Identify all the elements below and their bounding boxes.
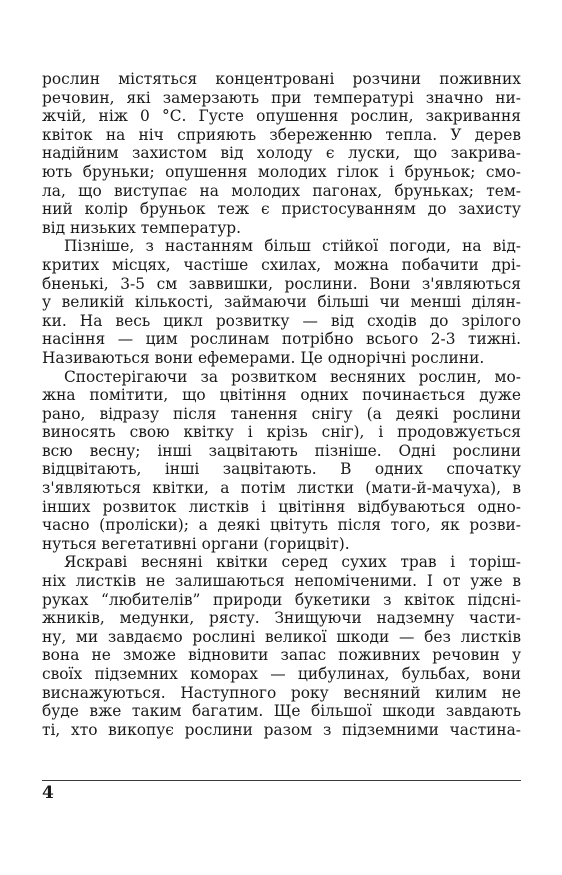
text-line: нуться вегетативні органи (горицвіт). [42,534,350,553]
text-line: жників, медунки, рясту. Знищуючи надземну части- [42,609,521,628]
paragraph-4 [42,553,521,739]
text-line: ніх листків не залишаються непоміченими. І от уже в [42,572,521,591]
text-line: ла, що виступає на молодих пагонах, бруньках; тем- [42,181,521,200]
text-line: своїх підземних коморах — цибулинах, бульбах, вони [42,665,521,683]
text-line: ний колір бруньок теж є пристосуванням до захисту [42,200,521,219]
text-line: виносять свою квітку і крізь сніг), і продовжується [42,423,521,442]
paragraph-1 [42,70,521,237]
text-line: у великій кількості, займаючи більші чи менші ділян- [42,293,521,312]
text-line: рано, відразу після танення снігу (а деякі рослини [42,404,521,423]
paragraph-2 [42,237,521,367]
text-line: від низьких температур. [42,218,241,237]
text-line: надійним захистом від холоду є луски, що закрива- [42,144,521,163]
text-line: Називаються вони ефемерами. Це однорічні рослини. [42,348,485,367]
page-body-text [42,70,521,739]
text-line: виснажуються. Наступного року весняний килим не [42,683,521,702]
footer-divider [42,780,521,781]
text-line: руках “любителів” природи букетики з квіток підсні- [42,590,521,609]
text-line: насіння — цим рослинам потрібно всього 2-3 тижні. [42,330,521,349]
text-line: буде вже таким багатим. Ще більшої шкоди завдають [42,702,521,721]
text-line: часно (проліски); а деякі цвітуть після того, як розви- [42,516,521,535]
text-line: ну, ми завдаємо рослині великої шкоди — без листків [42,627,521,646]
text-line: речовин, які замерзають при температурі значно ни- [42,88,521,107]
text-line: ки. На весь цикл розвитку — від сходів до зрілого [42,311,521,330]
text-line: критих місцях, частіше схилах, можна побачити дрі- [42,255,521,274]
text-line: ті, хто викопує рослини разом з підземними частина- [42,720,521,739]
text-line: всю весну; інші зацвітають пізніше. Одні рослини [42,441,521,460]
paragraph-3 [42,368,521,554]
text-line: жчій, ніж 0 °С. Густе опушення рослин, закривання [42,107,521,126]
text-line: відцвітають, інші зацвітають. В одних спочатку [42,460,521,479]
text-line: вона не зможе відновити запас поживних речовин у [42,646,521,665]
text-line: Пізніше, з настанням більш стійкої погоди, на від- [64,237,521,256]
page-number: 4 [42,783,54,803]
text-line: Яскраві весняні квітки серед сухих трав і торіш- [64,553,521,572]
text-line: жна помітити, що цвітіння одних починається дуже [42,386,521,405]
text-line: квіток на ніч сприяють збереженню тепла. У дерев [42,125,521,144]
text-line: рослин містяться концентровані розчини поживних [42,70,521,88]
text-line: з'являються квітки, а потім листки (мати-й-мачуха), в [42,479,521,498]
text-line: ють бруньки; опушення молодих гілок і бруньок; смо- [42,162,521,181]
text-line: інших розвиток листків і цвітіння відбуваються одно- [42,497,521,516]
text-line: бненькі, 3-5 см заввишки, рослини. Вони з'являються [42,274,521,293]
text-line: Спостерігаючи за розвитком весняних рослин, мо- [64,367,521,386]
